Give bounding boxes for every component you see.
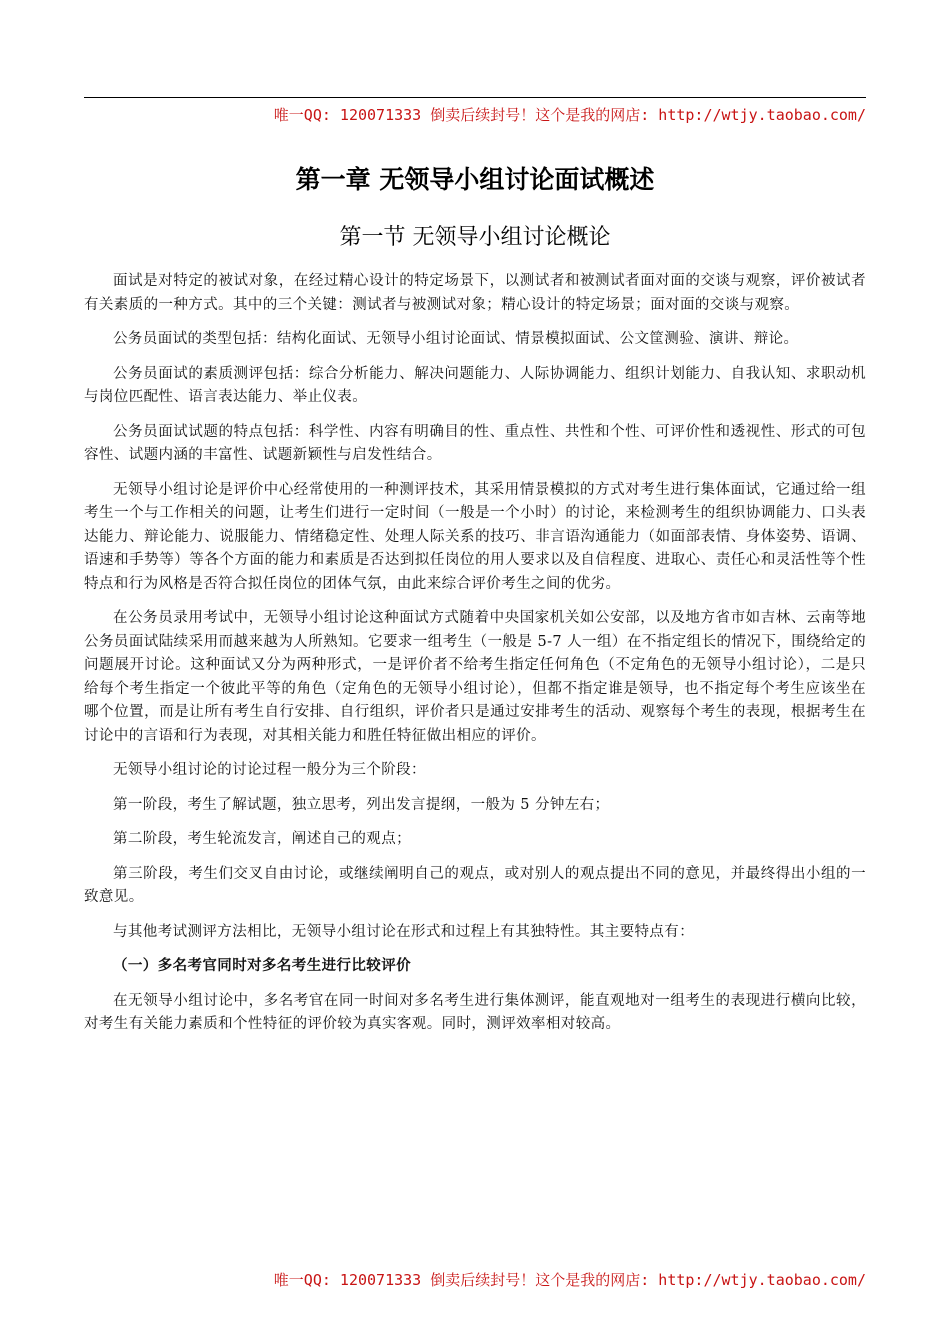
paragraph-lgd-civil-service: 在公务员录用考试中，无领导小组讨论这种面试方式随着中央国家机关如公安部，以及地方省市如吉林、云南等地公务员面试陆续采用而越来越为人所熟知。它要求一组考生（一般是 5-7 人一组）在不指定组长的情况下，围绕给定的问题展开讨论。这种面试又分为两种形式，一是评价者不给考生指定任何角色（不定角色的无领导小组讨论），二是只给每个考生指定一个彼此平等的角色（定角色的无领导小组讨论），但都不指定谁是领导，也不指定每个考生应该坐在哪个位置，而是让所有考生自行安排、自行组织，评价者只是通过安排考生的活动、观察每个考生的表现，根据考生在讨论中的言语和行为表现，对其相关能力和胜任特征做出相应的评价。 <box>84 610 866 744</box>
header-rule <box>84 97 866 98</box>
paragraph-three-stages: 无领导小组讨论的讨论过程一般分为三个阶段： <box>113 762 426 778</box>
paragraph-lgd-definition: 无领导小组讨论是评价中心经常使用的一种测评技术，其采用情景模拟的方式对考生进行集体面试，它通过给一组考生一个与工作相关的问题，让考生们进行一定时间（一般是一个小时）的讨论，来检测考生的组织协调能力、口头表达能力、辩论能力、说服能力、情绪稳定性、处理人际关系的技巧、非言语沟通能力（如面部表情、身体姿势、语调、语速和手势等）等各个方面的能力和素质是否达到拟任岗位的用人要求以及自信程度、进取心、责任心和灵活性等个性特点和行为风格是否符合拟任岗位的团体气氛，由此来综合评价考生之间的优劣。 <box>84 481 866 592</box>
document-body <box>84 160 866 1048</box>
chapter-title: 第一章 无领导小组讨论面试概述 <box>295 165 655 194</box>
paragraph-stage-three: 第三阶段，考生们交叉自由讨论，或继续阐明自己的观点，或对别人的观点提出不同的意见，并最终得出小组的一致意见。 <box>84 865 866 905</box>
section-title: 第一节 无领导小组讨论概论 <box>339 225 611 250</box>
footer-watermark: 唯一QQ: 120071333 倒卖后续封号！这个是我的网店: http://wtjy.taobao.com/ <box>273 1271 866 1289</box>
paragraph-comparative-evaluation: 在无领导小组讨论中，多名考官在同一时间对多名考生进行集体测评，能直观地对一组考生的表现进行横向比较，对考生有关能力素质和个性特征的评价较为真实客观。同时，测评效率相对较高。 <box>84 992 866 1032</box>
paragraph-quality-assessment: 公务员面试的素质测评包括：综合分析能力、解决问题能力、人际协调能力、组织计划能力、自我认知、求职动机与岗位匹配性、语言表达能力、举止仪表。 <box>84 365 866 405</box>
paragraph-characteristics-intro: 与其他考试测评方法相比，无领导小组讨论在形式和过程上有其独特性。其主要特点有： <box>113 923 695 940</box>
paragraph-question-features: 公务员面试试题的特点包括：科学性、内容有明确目的性、重点性、共性和个性、可评价性和透视性、形式的可包容性、试题内涵的丰富性、试题新颖性与启发性结合。 <box>84 423 866 463</box>
header-watermark: 唯一QQ: 120071333 倒卖后续封号！这个是我的网店: http://wtjy.taobao.com/ <box>273 106 866 124</box>
subheading-comparative-evaluation: （一）多名考官同时对多名考生进行比较评价 <box>113 958 411 974</box>
paragraph-interview-definition: 面试是对特定的被试对象，在经过精心设计的特定场景下，以测试者和被测试者面对面的交谈与观察，评价被试者有关素质的一种方式。其中的三个关键：测试者与被测试对象；精心设计的特定场景；面对面的交谈与观察。 <box>84 273 866 313</box>
paragraph-stage-one: 第一阶段，考生了解试题，独立思考，列出发言提纲，一般为 5 分钟左右； <box>113 796 610 813</box>
paragraph-stage-two: 第二阶段，考生轮流发言，阐述自己的观点； <box>113 831 411 847</box>
paragraph-interview-types: 公务员面试的类型包括：结构化面试、无领导小组讨论面试、情景模拟面试、公文筐测验、演讲、辩论。 <box>113 331 799 347</box>
